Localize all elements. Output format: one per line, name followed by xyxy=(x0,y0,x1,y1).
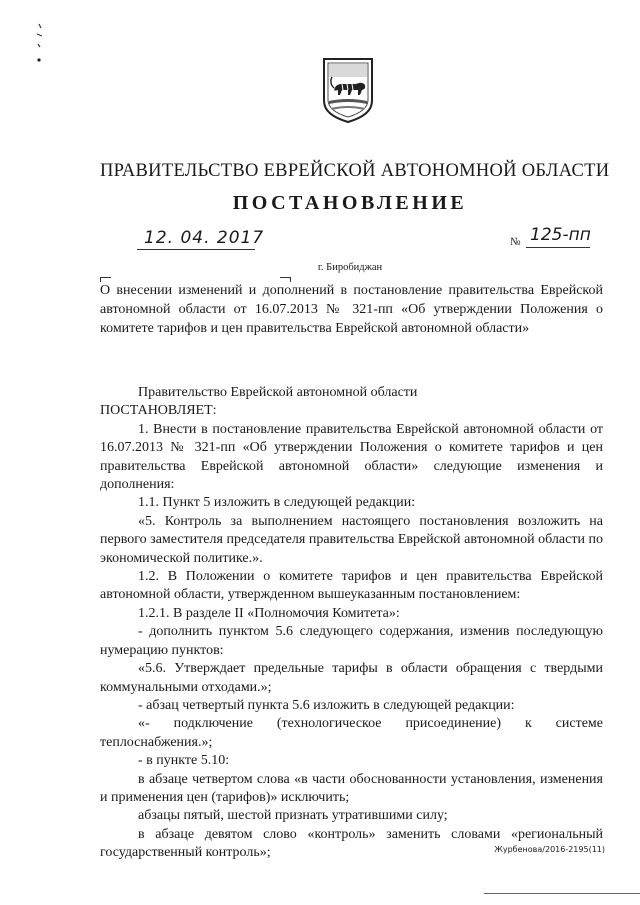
body-paragraph: 1.2.1. В разделе II «Полномочия Комитета»: xyxy=(138,605,400,621)
body-paragraph: «- подключение (технологическое присоединение) к системе теплоснабжения.»; xyxy=(100,716,603,750)
document-body xyxy=(100,384,603,863)
body-paragraph: 1. Внести в постановление правительства Еврейской автономной области от 16.07.2013 № 321-пп «Об утверждении Положения о комитете тарифов и цен правительства Еврейской автономной области» следующие изменения и дополнения: xyxy=(100,421,603,493)
page-bottom-rule xyxy=(484,893,640,894)
document-number: 125-пп xyxy=(530,225,591,245)
document-subject: О внесении изменений и дополнений в постановление правительства Еврейской автономной области от 16.07.2013 № 321-пп «Об утверждении Положения о комитете тарифов и цен правительства Еврейской автономной области» xyxy=(100,283,603,336)
city-line: г. Биробиджан xyxy=(317,262,383,273)
body-paragraph: «5.6. Утверждает предельные тарифы в области обращения с твердыми коммунальными отходами.»; xyxy=(100,661,603,695)
number-sign: № xyxy=(510,236,521,248)
body-paragraph: в абзаце четвертом слова «в части обоснованности установления, изменения и применения цен (тарифов)» исключить; xyxy=(100,771,603,805)
body-paragraph: - дополнить пунктом 5.6 следующего содержания, изменив последующую нумерацию пунктов: xyxy=(100,624,603,658)
body-paragraph: Правительство Еврейской автономной области xyxy=(138,385,418,400)
body-paragraph: 1.2. В Положении о комитете тарифов и цен правительства Еврейской автономной области, утвержденном вышеуказанным постановлением: xyxy=(100,569,603,603)
body-paragraph: ПОСТАНОВЛЯЕТ: xyxy=(100,403,217,419)
body-paragraph: в абзаце девятом слово «контроль» заменить словами «региональный государственный контроль»; xyxy=(100,826,603,861)
coat-of-arms-tiger-icon xyxy=(322,57,374,124)
body-paragraph: - абзац четвертый пункта 5.6 изложить в следующей редакции: xyxy=(138,697,515,713)
government-title: ПРАВИТЕЛЬСТВО ЕВРЕЙСКОЙ АВТОНОМНОЙ ОБЛАСТИ xyxy=(100,161,610,181)
document-type-heading: ПОСТАНОВЛЕНИЕ xyxy=(232,192,468,214)
document-date: 12. 04. 2017 xyxy=(144,228,265,248)
body-paragraph: - в пункте 5.10: xyxy=(138,753,230,769)
margin-marks xyxy=(32,22,46,68)
body-paragraph: абзацы пятый, шестой признать утратившими силу; xyxy=(138,808,448,824)
executor-code: Журбенова/2016-2195(11) xyxy=(494,845,605,854)
body-paragraph: 1.1. Пункт 5 изложить в следующей редакции: xyxy=(138,495,416,511)
body-paragraph: «5. Контроль за выполнением настоящего постановления возложить на первого заместителя председателя правительства Еврейской автономной области по экономической политике.». xyxy=(100,513,603,566)
